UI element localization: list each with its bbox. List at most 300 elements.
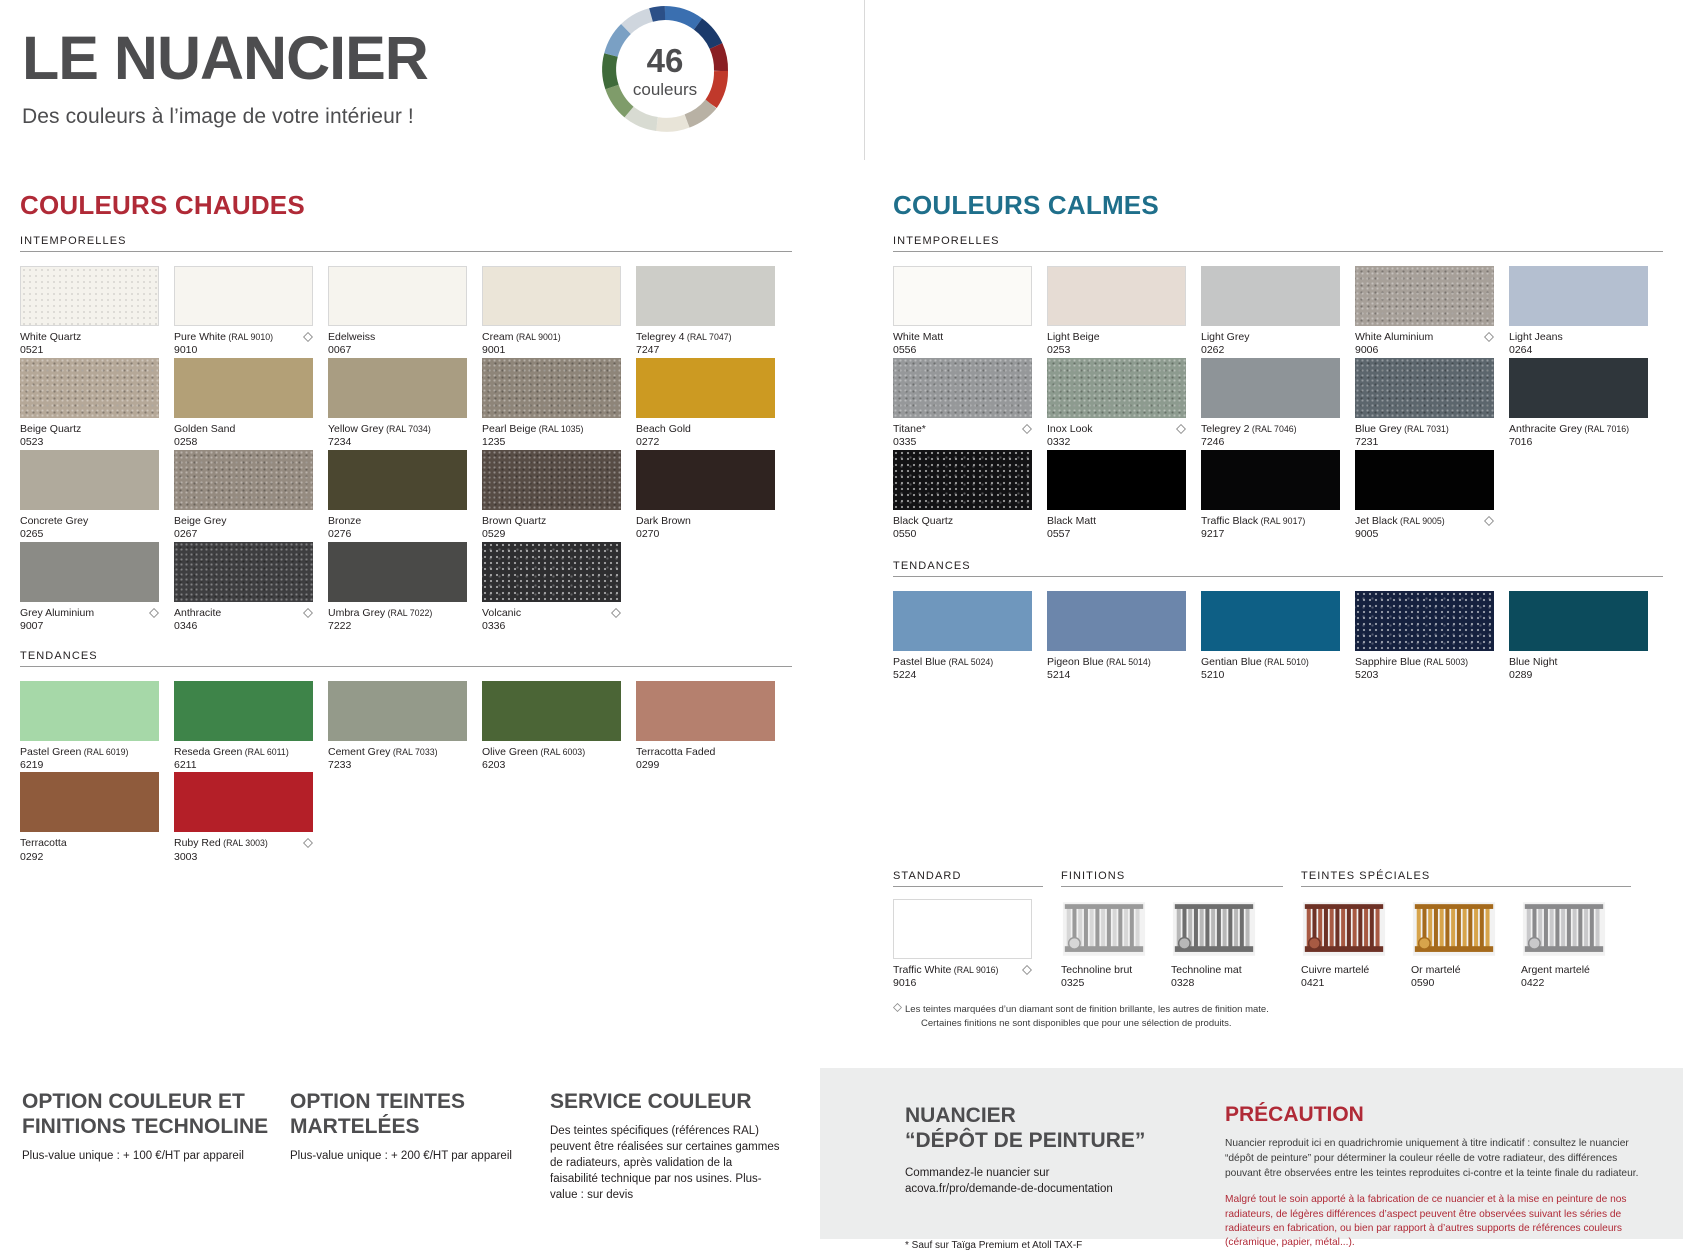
swatch-code: 9010 <box>174 344 198 357</box>
swatch-code: 6211 <box>174 758 197 771</box>
swatch-code: 5210 <box>1201 669 1225 682</box>
swatch-ral: (RAL 6019) <box>81 746 129 757</box>
color-swatch <box>1201 591 1355 683</box>
finish-caption <box>1061 959 1165 991</box>
color-swatch <box>328 358 482 450</box>
color-swatch <box>20 772 174 864</box>
finish-swatch <box>1061 899 1171 991</box>
swatch-name: Light Jeans <box>1509 331 1563 343</box>
color-swatch <box>893 266 1047 358</box>
swatch-caption <box>636 418 775 450</box>
swatch-code: 0272 <box>636 436 660 449</box>
finish-caption <box>1411 959 1515 991</box>
precaution-red-text: Malgré tout le soin apporté à la fabrication de ce nuancier et à la mise en peinture de nos radiateurs, de légères différences d’aspect peuvent être observées suivant les séries de radiateurs en fabrication, ou bien par rapport à d’autres supports de références couleurs (céramique, papier, métal...). <box>1225 1194 1627 1249</box>
swatch-name: Anthracite Grey (RAL 7016) <box>1509 422 1630 435</box>
color-swatch <box>328 450 482 542</box>
swatch-ral: (RAL 5010) <box>1261 656 1309 667</box>
warm-trends-grid <box>20 681 820 865</box>
option-teintes-text: Plus-value unique : + 200 €/HT par appareil <box>290 1149 512 1162</box>
finishes-footnote <box>893 1003 1673 1032</box>
swatch-ral: (RAL 9016) <box>951 965 999 975</box>
option-couleur-text: Plus-value unique : + 100 €/HT par appareil <box>22 1149 244 1162</box>
swatch-chip <box>1355 591 1494 651</box>
swatch-code: 0335 <box>893 436 917 449</box>
swatch-caption <box>636 510 775 542</box>
swatch-chip <box>328 358 467 418</box>
swatch-caption <box>636 741 775 773</box>
color-swatch <box>482 542 636 634</box>
color-swatch <box>1047 591 1201 683</box>
swatch-name: White Matt <box>893 331 944 343</box>
calm-timeless-label: INTEMPORELLES <box>893 235 1000 247</box>
color-swatch <box>1509 591 1663 683</box>
swatch-caption <box>893 326 1032 358</box>
swatch-code: 7246 <box>1201 436 1225 449</box>
swatch-code: 0258 <box>174 436 198 449</box>
speciales-grid <box>1301 899 1661 991</box>
nuancier-text: Commandez-le nuancier sur acova.fr/pro/demande-de-documentation <box>905 1167 1113 1196</box>
swatch-caption <box>20 832 159 864</box>
finish-code: 0590 <box>1411 977 1435 990</box>
nuancier-title: NUANCIER “DÉPÔT DE PEINTURE” <box>905 1104 1146 1153</box>
swatch-chip <box>1201 358 1340 418</box>
swatch-name: Anthracite <box>174 606 222 619</box>
finish-caption <box>1171 959 1275 991</box>
color-swatch <box>893 358 1047 450</box>
swatch-code: 9016 <box>893 977 917 990</box>
swatch-name: Blue Night <box>1509 655 1558 668</box>
swatch-chip <box>328 450 467 510</box>
swatch-code: 0556 <box>893 344 917 357</box>
speciales-label: TEINTES SPÉCIALES <box>1301 870 1431 882</box>
color-swatch <box>328 266 482 358</box>
warm-timeless-label: INTEMPORELLES <box>20 235 127 247</box>
swatch-caption <box>1201 418 1340 450</box>
swatch-caption <box>1509 418 1648 450</box>
finish-name: Or martelé <box>1411 964 1461 976</box>
swatch-code: 6203 <box>482 758 506 771</box>
swatch-ral: (RAL 7047) <box>684 332 732 342</box>
color-swatch <box>636 358 790 450</box>
swatch-chip <box>482 681 621 741</box>
swatch-chip <box>174 358 313 418</box>
warm-trends-label: TENDANCES <box>20 649 98 662</box>
swatch-name: Reseda Green (RAL 6011) <box>174 745 289 758</box>
swatch-chip <box>174 266 313 326</box>
finish-code: 0421 <box>1301 977 1325 990</box>
swatch-chip <box>1355 266 1494 326</box>
nuancier-note: * Sauf sur Taïga Premium et Atoll TAX-F <box>905 1239 1083 1251</box>
swatch-name: Light Grey <box>1201 331 1250 343</box>
swatch-chip <box>1509 266 1648 326</box>
swatch-code: 0267 <box>174 528 198 541</box>
swatch-code: 0289 <box>1509 669 1533 682</box>
swatch-ral: (RAL 7016) <box>1581 423 1630 434</box>
swatch-caption <box>1355 418 1494 450</box>
swatch-caption <box>1047 651 1186 683</box>
swatch-caption <box>174 510 313 542</box>
swatch-name: Beige Grey <box>174 514 227 527</box>
color-swatch <box>1047 266 1201 358</box>
finish-swatch <box>1521 899 1631 991</box>
finish-chip <box>1301 899 1397 959</box>
swatch-code: 0523 <box>20 436 44 449</box>
grey-info-panel <box>820 1068 1683 1251</box>
swatch-chip <box>482 266 621 326</box>
color-swatch <box>20 450 174 542</box>
finish-chip <box>1061 899 1157 959</box>
option-couleur-title: OPTION COULEUR ET FINITIONS TECHNOLINE <box>22 1090 269 1138</box>
swatch-name: Golden Sand <box>174 422 236 435</box>
swatch-caption <box>328 510 467 542</box>
swatch-name: Ruby Red (RAL 3003) <box>174 837 268 850</box>
swatch-code: 0557 <box>1047 528 1071 541</box>
swatch-name: Gentian Blue (RAL 5010) <box>1201 655 1309 668</box>
swatch-caption <box>893 959 1032 991</box>
swatch-name: Dark Brown <box>636 514 691 527</box>
color-swatch <box>1355 266 1509 358</box>
nuancier-link[interactable]: acova.fr/pro/demande-de-documentation <box>905 1183 1113 1196</box>
finish-caption <box>1521 959 1625 991</box>
swatch-ral: (RAL 5003) <box>1420 656 1469 667</box>
swatch-name: Cement Grey (RAL 7033) <box>328 745 438 758</box>
swatch-name: Pastel Blue (RAL 5024) <box>893 655 994 668</box>
swatch-code: 9005 <box>1355 528 1379 541</box>
swatch-code: 9006 <box>1355 344 1379 357</box>
swatch-name: Pigeon Blue (RAL 5014) <box>1047 655 1151 668</box>
color-swatch <box>1355 450 1509 542</box>
swatch-chip <box>636 450 775 510</box>
swatch-name: Brown Quartz <box>482 514 547 527</box>
finish-name: Cuivre martelé <box>1301 964 1370 976</box>
radiator-icon <box>1411 899 1497 959</box>
color-swatch <box>482 681 636 773</box>
calm-section-title: COULEURS CALMES <box>893 190 1159 220</box>
swatch-code: 7222 <box>328 620 352 633</box>
calm-trends-label: TENDANCES <box>893 559 971 572</box>
color-swatch <box>482 266 636 358</box>
swatch-code: 9001 <box>482 344 506 357</box>
swatch-chip <box>482 358 621 418</box>
swatch-chip <box>1201 450 1340 510</box>
color-count-badge <box>590 6 740 136</box>
color-swatch <box>1509 358 1663 450</box>
swatch-name: Grey Aluminium <box>20 606 95 619</box>
swatch-code: 0067 <box>328 344 352 357</box>
swatch-chip <box>20 681 159 741</box>
swatch-chip <box>893 450 1032 510</box>
swatch-ral: (RAL 9001) <box>513 332 561 342</box>
color-swatch <box>893 591 1047 683</box>
finish-chip <box>1411 899 1507 959</box>
swatch-chip <box>20 450 159 510</box>
swatch-caption <box>482 326 621 358</box>
swatch-name: Terracotta Faded <box>636 745 716 758</box>
finish-swatch <box>1171 899 1281 991</box>
swatch-caption <box>328 418 467 450</box>
radiator-icon <box>1521 899 1607 959</box>
finish-swatch <box>1411 899 1521 991</box>
swatch-caption <box>328 741 467 773</box>
swatch-name: Telegrey 2 (RAL 7046) <box>1201 422 1297 435</box>
swatch-code: 1235 <box>482 436 506 449</box>
swatch-code: 7233 <box>328 758 352 771</box>
swatch-chip <box>1509 358 1648 418</box>
swatch-caption <box>1201 651 1340 683</box>
swatch-ral: (RAL 7034) <box>383 423 431 434</box>
swatch-chip <box>1047 358 1186 418</box>
swatch-caption <box>20 326 159 358</box>
swatch-name: Beige Quartz <box>20 422 82 435</box>
swatch-caption <box>174 832 313 864</box>
color-swatch <box>893 450 1047 542</box>
badge-label: couleurs <box>632 80 698 99</box>
swatch-caption <box>893 651 1032 683</box>
radiator-icon <box>1061 899 1147 959</box>
color-swatch <box>482 358 636 450</box>
swatch-name: Pastel Green (RAL 6019) <box>20 745 129 758</box>
swatch-chip <box>174 542 313 602</box>
swatch-code: 5224 <box>893 669 917 682</box>
swatch-name: Bronze <box>328 514 362 527</box>
color-swatch <box>174 772 328 864</box>
swatch-name: Black Quartz <box>893 514 954 527</box>
swatch-name: Black Matt <box>1047 514 1097 527</box>
service-couleur-title: SERVICE COULEUR <box>550 1090 752 1113</box>
swatch-caption <box>20 741 159 773</box>
swatch-name: Blue Grey (RAL 7031) <box>1355 422 1449 435</box>
swatch-code: 0299 <box>636 758 660 771</box>
swatch-caption <box>1047 418 1186 450</box>
swatch-name: Terracotta <box>20 837 67 850</box>
swatch-name: Traffic White (RAL 9016) <box>893 964 999 976</box>
color-swatch <box>328 681 482 773</box>
swatch-chip <box>636 266 775 326</box>
swatch-code: 9007 <box>20 620 44 633</box>
warm-section-title: COULEURS CHAUDES <box>20 190 305 220</box>
swatch-name: White Quartz <box>20 331 82 343</box>
swatch-caption <box>893 510 1032 542</box>
standard-grid <box>893 899 1061 991</box>
swatch-code: 0264 <box>1509 344 1533 357</box>
page-subtitle: Des couleurs à l’image de votre intérieur ! <box>22 105 414 128</box>
swatch-chip <box>1047 450 1186 510</box>
swatch-caption <box>482 418 621 450</box>
swatch-chip <box>20 542 159 602</box>
swatch-caption <box>1355 326 1494 358</box>
swatch-caption <box>20 602 159 634</box>
color-swatch <box>1201 358 1355 450</box>
swatch-caption <box>328 326 467 358</box>
swatch-chip <box>328 266 467 326</box>
finitions-grid <box>1061 899 1301 991</box>
diamond-icon <box>893 1003 902 1012</box>
precaution-title: PRÉCAUTION <box>1225 1103 1364 1126</box>
warm-timeless-grid <box>20 266 820 634</box>
swatch-code: 0521 <box>20 344 44 357</box>
swatch-name: Traffic Black (RAL 9017) <box>1201 514 1306 527</box>
swatch-code: 0292 <box>20 850 44 863</box>
swatch-caption <box>174 418 313 450</box>
swatch-code: 0529 <box>482 528 506 541</box>
calm-timeless-grid <box>893 266 1673 542</box>
swatch-code: 0276 <box>328 528 352 541</box>
color-swatch <box>893 899 1047 991</box>
finish-chip <box>1171 899 1267 959</box>
swatch-chip <box>1355 450 1494 510</box>
swatch-code: 0253 <box>1047 344 1071 357</box>
swatch-chip <box>1201 591 1340 651</box>
swatch-caption <box>1355 510 1494 542</box>
swatch-code: 7231 <box>1355 436 1379 449</box>
swatch-code: 0270 <box>636 528 660 541</box>
color-swatch <box>636 450 790 542</box>
swatch-code: 7234 <box>328 436 352 449</box>
swatch-chip <box>20 358 159 418</box>
swatch-code: 0262 <box>1201 344 1225 357</box>
swatch-ral: (RAL 6011) <box>242 746 289 757</box>
calm-trends-grid <box>893 591 1673 683</box>
swatch-chip <box>893 266 1032 326</box>
color-swatch <box>636 266 790 358</box>
finitions-label: FINITIONS <box>1061 870 1126 882</box>
swatch-chip <box>893 899 1032 959</box>
swatch-code: 5203 <box>1355 669 1379 682</box>
swatch-chip <box>174 772 313 832</box>
finish-swatch <box>1301 899 1411 991</box>
swatch-caption <box>636 326 775 358</box>
swatch-name: Concrete Grey <box>20 514 89 527</box>
swatch-caption <box>1509 651 1648 683</box>
swatch-chip <box>20 772 159 832</box>
swatch-caption <box>482 510 621 542</box>
color-swatch <box>20 542 174 634</box>
precaution-grey-text: Nuancier reproduit ici en quadrichromie uniquement à titre indicatif : consultez le nuancier “dépôt de peinture” pour déterminer la couleur réelle de votre radiateur, des différences pouvant être observées entre les teintes reproduites ci-contre et la teinte finale du radiateur. <box>1225 1138 1639 1179</box>
swatch-code: 0346 <box>174 620 198 633</box>
option-teintes-title: OPTION TEINTES MARTELÉES <box>290 1090 466 1138</box>
swatch-ral: (RAL 7033) <box>390 746 438 757</box>
swatch-chip <box>893 591 1032 651</box>
swatch-ral: (RAL 9010) <box>225 332 274 342</box>
color-swatch <box>328 542 482 634</box>
finish-chip <box>1521 899 1617 959</box>
swatch-ral: (RAL 6003) <box>538 746 586 757</box>
swatch-name: White Aluminium <box>1355 331 1434 343</box>
swatch-chip <box>174 681 313 741</box>
swatch-name: Edelweiss <box>328 331 376 343</box>
swatch-name: Pure White (RAL 9010) <box>174 331 274 343</box>
swatch-name: Inox Look <box>1047 422 1093 435</box>
color-swatch <box>1047 358 1201 450</box>
header-divider <box>864 0 865 160</box>
swatch-code: 3003 <box>174 850 198 863</box>
swatch-caption <box>893 418 1032 450</box>
swatch-chip <box>20 266 159 326</box>
swatch-ral: (RAL 9005) <box>1397 515 1445 526</box>
swatch-caption <box>174 326 313 358</box>
swatch-caption <box>1047 326 1186 358</box>
color-swatch <box>20 358 174 450</box>
swatch-name: Jet Black (RAL 9005) <box>1355 514 1445 527</box>
color-swatch <box>20 681 174 773</box>
swatch-name: Beach Gold <box>636 422 691 435</box>
swatch-code: 9217 <box>1201 528 1225 541</box>
color-swatch <box>174 450 328 542</box>
swatch-ral: (RAL 5024) <box>946 656 994 667</box>
swatch-code: 5214 <box>1047 669 1071 682</box>
swatch-caption <box>20 510 159 542</box>
radiator-icon <box>1301 899 1387 959</box>
standard-label: STANDARD <box>893 870 962 882</box>
swatch-chip <box>1355 358 1494 418</box>
swatch-name: Volcanic <box>482 606 522 619</box>
swatch-chip <box>328 681 467 741</box>
swatch-chip <box>482 542 621 602</box>
color-swatch <box>1355 358 1509 450</box>
swatch-caption <box>482 741 621 773</box>
swatch-caption <box>482 602 621 634</box>
color-swatch <box>1201 266 1355 358</box>
footnote-line-2: Certaines finitions ne sont disponibles que pour une sélection de produits. <box>921 1018 1232 1030</box>
warm-section <box>20 190 820 864</box>
finish-name: Technoline brut <box>1061 964 1133 976</box>
swatch-name: Yellow Grey (RAL 7034) <box>328 422 431 435</box>
swatch-chip <box>1201 266 1340 326</box>
swatch-name: Sapphire Blue (RAL 5003) <box>1355 655 1469 668</box>
swatch-chip <box>636 681 775 741</box>
finish-code: 0325 <box>1061 977 1085 990</box>
calm-section <box>893 190 1673 683</box>
swatch-code: 0336 <box>482 620 506 633</box>
swatch-caption <box>1047 510 1186 542</box>
swatch-chip <box>1047 591 1186 651</box>
radiator-icon <box>1171 899 1257 959</box>
swatch-caption <box>1201 510 1340 542</box>
swatch-ral: (RAL 1035) <box>536 423 584 434</box>
finish-caption <box>1301 959 1405 991</box>
swatch-ral: (RAL 7031) <box>1401 423 1449 434</box>
swatch-chip <box>1047 266 1186 326</box>
swatch-code: 6219 <box>20 758 44 771</box>
swatch-code: 0265 <box>20 528 44 541</box>
swatch-name: Umbra Grey (RAL 7022) <box>328 606 433 619</box>
swatch-chip <box>328 542 467 602</box>
finishes-row <box>893 870 1673 1031</box>
color-swatch <box>1355 591 1509 683</box>
color-swatch <box>1201 450 1355 542</box>
finish-code: 0422 <box>1521 977 1545 990</box>
swatch-ral: (RAL 5014) <box>1103 656 1151 667</box>
color-swatch <box>482 450 636 542</box>
color-swatch <box>20 266 174 358</box>
color-swatch <box>174 542 328 634</box>
swatch-chip <box>174 450 313 510</box>
swatch-caption <box>1201 326 1340 358</box>
swatch-code: 7016 <box>1509 436 1533 449</box>
finish-name: Argent martelé <box>1521 964 1590 976</box>
swatch-ral: (RAL 7022) <box>385 607 433 618</box>
swatch-caption <box>20 418 159 450</box>
swatch-name: Cream (RAL 9001) <box>482 331 561 343</box>
swatch-name: Olive Green (RAL 6003) <box>482 745 586 758</box>
finish-name: Technoline mat <box>1171 964 1242 976</box>
swatch-code: 0332 <box>1047 436 1071 449</box>
bottom-left-blocks <box>22 1090 822 1203</box>
color-swatch <box>1509 266 1663 358</box>
swatch-caption <box>1355 651 1494 683</box>
badge-number: 46 <box>646 42 684 79</box>
swatch-chip <box>893 358 1032 418</box>
